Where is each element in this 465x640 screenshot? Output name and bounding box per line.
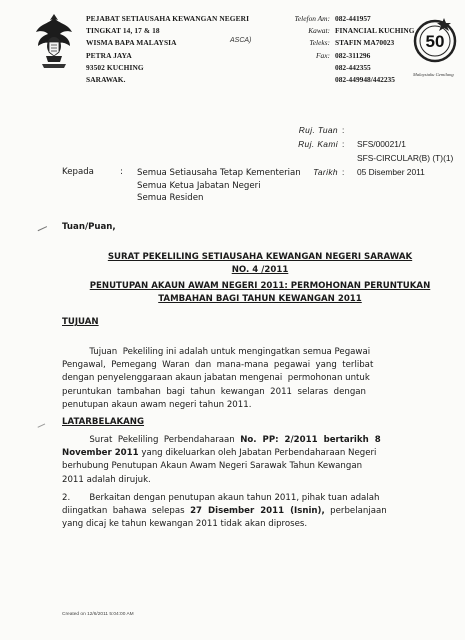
- contact-value: STAFIN MA70023: [335, 38, 395, 48]
- contact-labels: [272, 13, 330, 62]
- ref-value: [357, 124, 453, 138]
- paragraph-line: dengan penyelenggaraan akaun jabatan mengenai permohonan untuk: [62, 373, 370, 384]
- reference-values: [357, 124, 453, 180]
- paragraph-line: [62, 434, 430, 447]
- ref-value: 05 Disember 2011: [357, 167, 425, 177]
- contact-value: FINANCIAL KUCHING: [335, 26, 415, 36]
- kepada-label: Kepada: [62, 167, 94, 177]
- ref-value: SFS/00021/1: [357, 139, 406, 149]
- ref-value: SFS-CIRCULAR(B) (T)(1): [357, 153, 454, 163]
- circular-number: NO. 4 /2011: [231, 264, 289, 275]
- contact-value: 082-311296: [335, 50, 371, 60]
- circular-subject: [60, 280, 460, 305]
- text-run: yang dikeluarkan oleh Jabatan Perbendaharaan Negeri: [138, 448, 377, 459]
- org-address: [86, 13, 252, 86]
- paragraph-line: yang dicaj ke tahun kewangan 2011 tidak akan diproses.: [62, 519, 308, 530]
- reference-colons: [342, 124, 344, 180]
- contact-label: Kawat:: [308, 26, 330, 36]
- text-run: Surat Pekeliling Perbendaharaan: [62, 435, 241, 445]
- ref-colon: :: [342, 139, 345, 149]
- kepada-colon: :: [120, 167, 123, 177]
- salutation: Tuan/Puan,: [62, 222, 116, 232]
- recipient-list: [137, 167, 301, 205]
- ref-colon: :: [342, 167, 345, 177]
- created-timestamp: Created on 12/6/2011 5:04:00 AM: [62, 612, 134, 617]
- deadline-bold: 27 Disember 2011 (Isnin),: [190, 506, 325, 517]
- subject-line: TAMBAHAN BAGI TAHUN KEWANGAN 2011: [158, 293, 362, 304]
- paragraph-line: 2. Berkaitan dengan penutupan akaun tahun 2011, pihak tuan adalah: [62, 493, 380, 503]
- text-run: perbelanjaan: [324, 506, 387, 517]
- paragraph-latarbelakang-1: [62, 434, 430, 487]
- paragraph-line: 2011 adalah dirujuk.: [62, 474, 151, 485]
- org-name: PEJABAT SETIAUSAHA KEWANGAN NEGERI: [86, 14, 250, 23]
- section-heading-latarbelakang: LATARBELAKANG: [62, 417, 145, 427]
- org-address-line: PETRA JAYA: [86, 50, 132, 60]
- subject-line: PENUTUPAN AKAUN AWAM NEGERI 2011: PERMOHONAN PERUNTUKAN: [89, 281, 431, 291]
- paragraph-line: penutupan akaun awam negeri tahun 2011.: [62, 399, 252, 410]
- recipient-item: Semua Setiausaha Tetap Kementerian: [137, 168, 301, 178]
- contact-label: Telefon Am:: [294, 14, 330, 23]
- paragraph-line: [62, 505, 430, 518]
- contact-value: 082-442355: [335, 62, 371, 72]
- ref-label: Tarikh: [313, 167, 338, 177]
- ref-colon: :: [342, 125, 345, 135]
- contact-value: 082-441957: [335, 14, 371, 23]
- contact-label: Fax:: [316, 50, 330, 60]
- anniversary-caption: Malaysiaku Gemilang: [413, 72, 454, 77]
- paragraph-tujuan: [62, 346, 430, 412]
- org-address-line: 93502 KUCHING: [86, 62, 144, 72]
- paragraph-line: [62, 447, 430, 460]
- paragraph-line: peruntukan tambahan bagi tahun kewangan 2011 selaras dengan: [62, 386, 366, 397]
- paragraph-line: Pengawal, Pemegang Waran dan mana-mana pegawai yang terlibat: [62, 360, 374, 371]
- ref-colon: [342, 152, 344, 166]
- ref-label: [282, 152, 338, 166]
- ref-label: Ruj. Tuan: [298, 125, 338, 135]
- paragraph-2: [62, 492, 430, 532]
- org-address-line: TINGKAT 14, 17 & 18: [86, 26, 160, 36]
- pen-mark: [38, 423, 47, 430]
- recipient-item: Semua Ketua Jabatan Negeri: [137, 180, 261, 191]
- contact-value: 082-449948/442235: [335, 75, 395, 85]
- text-run: diingatkan bahawa selepas: [62, 506, 191, 517]
- handwritten-reference: ASCA): [230, 37, 252, 44]
- sarawak-crest-icon: [34, 10, 74, 72]
- contact-label: Teleks:: [309, 38, 330, 48]
- org-address-line: SARAWAK.: [86, 75, 126, 85]
- org-address-line: WISMA BAPA MALAYSIA: [86, 38, 177, 48]
- paragraph-line: berhubung Penutupan Akaun Awam Negeri Sarawak Tahun Kewangan: [62, 461, 363, 472]
- pen-mark: [38, 226, 49, 234]
- recipient-item: Semua Residen: [137, 193, 204, 204]
- contact-values: [335, 13, 414, 86]
- paragraph-line: Tujuan Pekeliling ini adalah untuk mengingatkan semua Pegawai: [62, 347, 371, 357]
- circular-title-line: SURAT PEKELILING SETIAUSAHA KEWANGAN NEGERI SARAWAK: [107, 252, 413, 262]
- section-heading-tujuan: TUJUAN: [62, 317, 99, 327]
- circular-title: [60, 251, 460, 276]
- anniversary-number: 50: [425, 32, 445, 51]
- ref-label: Ruj. Kami: [298, 139, 338, 149]
- anniversary-logo-icon: [408, 14, 460, 66]
- circular-reference-bold: No. PP: 2/2011 bertarikh 8: [240, 435, 381, 445]
- date-bold: November 2011: [62, 448, 139, 459]
